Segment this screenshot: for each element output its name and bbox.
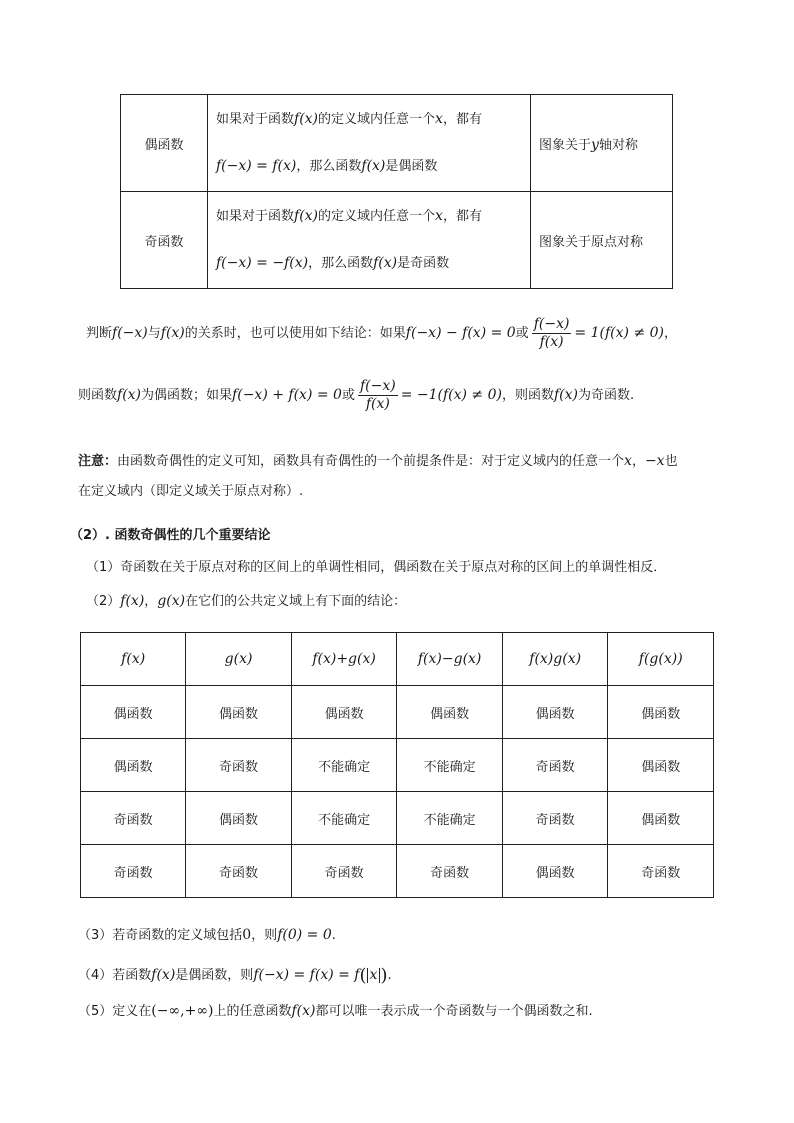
table-cell: 不能确定 (397, 739, 502, 792)
table-cell: 偶函数 (608, 686, 714, 739)
even-function-graph: 图象关于y轴对称 (531, 95, 673, 192)
judgment-line-1: 判断f(−x)与f(x)的关系时，也可以使用如下结论：如果f(−x) − f(x) = 0或 $\frac{f(-x)}{f(x)}$ = 1(f(x) ≠ 0)， (86, 316, 678, 350)
table-header-row (81, 633, 714, 686)
table-row (121, 95, 673, 192)
table-cell: 奇函数 (186, 739, 291, 792)
table-cell: 不能确定 (291, 792, 397, 845)
note-label: 注意： (78, 454, 118, 469)
table-cell: 奇函数 (502, 792, 608, 845)
conclusion-4: （4）若函数f(x)是偶函数，则f(−x) = f(x) = f( x ). (78, 965, 392, 986)
ratio-fraction: $\frac{f(-x)}{f(x)}$ (359, 378, 396, 412)
table-row (81, 686, 714, 739)
header-cell: f(x) (81, 633, 186, 686)
table-row (121, 192, 673, 289)
even-function-label: 偶函数 (121, 95, 208, 192)
table-cell: 奇函数 (186, 845, 291, 898)
table-cell: 偶函数 (81, 739, 186, 792)
table-cell: 偶函数 (186, 686, 291, 739)
conclusion-1: （1）奇函数在关于原点对称的区间上的单调性相同，偶函数在关于原点对称的区间上的单调性相反． (86, 560, 667, 575)
table-cell: 偶函数 (186, 792, 291, 845)
table-cell: 偶函数 (608, 792, 714, 845)
table-row (81, 792, 714, 845)
header-cell: f(x)+g(x) (291, 633, 397, 686)
table-cell: 偶函数 (608, 739, 714, 792)
conclusion-3: （3）若奇函数的定义域包括0，则f(0) = 0. (78, 927, 336, 943)
note-line-1: 注意：由函数奇偶性的定义可知，函数具有奇偶性的一个前提条件是：对于定义域内的任意一个x，−x也 (78, 453, 678, 469)
table-cell: 偶函数 (81, 686, 186, 739)
section-title: （2）. 函数奇偶性的几个重要结论 (70, 528, 271, 543)
ratio-fraction: $\frac{f(-x)}{f(x)}$ (533, 316, 570, 350)
table-cell: 不能确定 (291, 739, 397, 792)
header-cell: f(x)g(x) (502, 633, 608, 686)
table-cell: 奇函数 (608, 845, 714, 898)
header-cell: g(x) (186, 633, 291, 686)
table-cell: 奇函数 (81, 792, 186, 845)
conclusion-2: （2）f(x)，g(x)在它们的公共定义域上有下面的结论： (86, 593, 407, 609)
odd-function-definition: 如果对于函数f(x)的定义域内任意一个x，都有 f(−x) = −f(x)，那么函数f(x)是奇函数 (208, 192, 531, 289)
table-cell: 偶函数 (291, 686, 397, 739)
table-cell: 偶函数 (502, 845, 608, 898)
even-function-definition: 如果对于函数f(x)的定义域内任意一个x，都有 f(−x) = f(x)，那么函数f(x)是偶函数 (208, 95, 531, 192)
table-row (81, 739, 714, 792)
table-cell: 奇函数 (81, 845, 186, 898)
table-cell: 偶函数 (397, 686, 502, 739)
table-cell: 奇函数 (502, 739, 608, 792)
table-row (81, 845, 714, 898)
parity-results-table (80, 632, 714, 898)
table-cell: 奇函数 (291, 845, 397, 898)
table-cell: 偶函数 (502, 686, 608, 739)
odd-function-label: 奇函数 (121, 192, 208, 289)
odd-function-graph: 图象关于原点对称 (531, 192, 673, 289)
header-cell: f(x)−g(x) (397, 633, 502, 686)
header-cell: f(g(x)) (608, 633, 714, 686)
table-cell: 奇函数 (397, 845, 502, 898)
conclusion-5: （5）定义在(−∞,+∞)上的任意函数f(x)都可以唯一表示成一个奇函数与一个偶函数之和. (78, 1003, 593, 1019)
judgment-line-2: 则函数f(x)为偶函数；如果f(−x) + f(x) = 0或 $\frac{f(-x)}{f(x)}$ = −1(f(x) ≠ 0)，则函数f(x)为奇函数. (78, 378, 635, 412)
table-cell: 不能确定 (397, 792, 502, 845)
definition-table (120, 94, 673, 289)
note-line-2: 在定义域内（即定义域关于原点对称）. (78, 484, 304, 499)
